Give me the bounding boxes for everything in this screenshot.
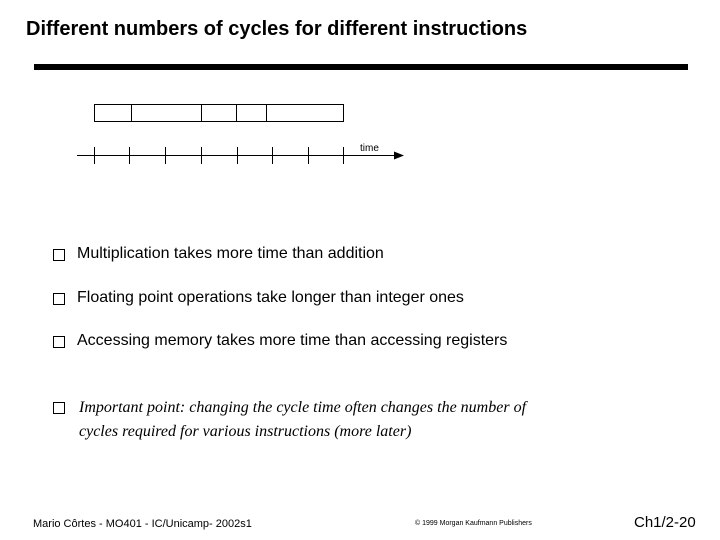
note-line-2: cycles required for various instructions (more later) (79, 423, 412, 440)
bullet-box-icon (53, 293, 65, 305)
time-label: time (360, 143, 379, 154)
bullet-box-icon (53, 402, 65, 414)
bullet-item (53, 289, 464, 307)
bullet-text: Accessing memory takes more time than accessing registers (77, 332, 508, 349)
bullet-box-icon (53, 336, 65, 348)
cycle-diagram (0, 0, 720, 200)
bullet-text: Floating point operations take longer than integer ones (77, 289, 464, 306)
important-note (53, 398, 526, 444)
slide-title: Different numbers of cycles for different instructions (26, 18, 528, 40)
bullet-item (53, 332, 507, 350)
footer-copyright: © 1999 Morgan Kaufmann Publishers (415, 520, 532, 527)
bullet-box-icon (53, 249, 65, 261)
bullet-item (53, 245, 384, 263)
note-text (79, 396, 526, 444)
footer-page-number: Ch1/2-20 (634, 514, 696, 531)
footer-author: Mario Côrtes - MO401 - IC/Unicamp- 2002s1 (33, 518, 252, 530)
timeline-arrowhead (394, 152, 404, 160)
bullet-text: Multiplication takes more time than addition (77, 245, 384, 262)
note-line-1: Important point: changing the cycle time often changes the number of (79, 399, 527, 416)
